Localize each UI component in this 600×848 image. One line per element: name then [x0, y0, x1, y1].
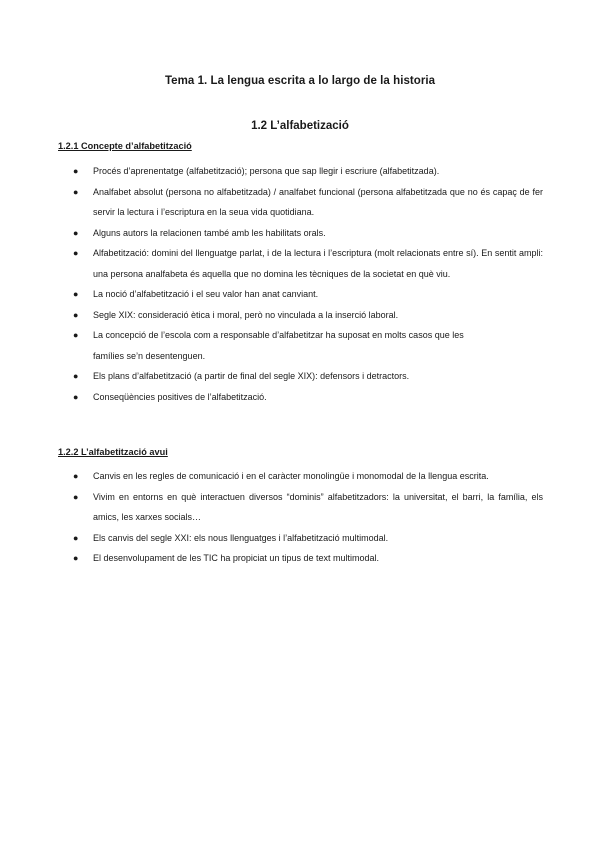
- list-item-text: Segle XIX: consideració ètica i moral, però no vinculada a la inserció laboral.: [93, 309, 399, 320]
- list-item-text: Procés d’aprenentatge (alfabetització); persona que sap llegir i escriure (alfabetitzada).: [93, 166, 440, 176]
- list-item: [0, 284, 543, 305]
- list-item: [0, 528, 543, 549]
- bullet-icon: ●: [73, 166, 79, 176]
- list-item: [0, 182, 543, 223]
- bullet-icon: ●: [73, 532, 79, 543]
- list-item: [0, 487, 543, 528]
- list-item-text: Conseqüències positives de l’alfabetització.: [93, 391, 267, 402]
- subsection-heading-concept: 1.2.1 Concepte d’alfabetització: [58, 141, 192, 151]
- list-item: [0, 466, 543, 487]
- bullet-icon: ●: [73, 491, 79, 502]
- bullet-icon: ●: [73, 391, 79, 402]
- list-item-text: Vivim en entorns en què interactuen diversos “dominis” alfabetitzadors: la universitat, el barri, la família, els amics, les xarxes socials…: [93, 491, 543, 522]
- list-item: [0, 325, 543, 346]
- bullet-icon: ●: [73, 248, 79, 258]
- list-item: [0, 366, 543, 387]
- list-item: [0, 548, 543, 569]
- bullet-icon: ●: [73, 371, 79, 381]
- list-item-text: Els canvis del segle XXI: els nous llenguatges i l’alfabetització multimodal.: [93, 532, 389, 543]
- bullet-icon: ●: [73, 289, 79, 299]
- list-item-text: Alfabetització: domini del llenguatge parlat, i de la lectura i l’escriptura (molt relacionats entre sí). En sentit ampli: una persona analfabeta és aquella que no domina les tècniques de la societat en què viu.: [93, 248, 543, 279]
- bullet-icon: ●: [73, 471, 79, 481]
- list-item-text: Canvis en les regles de comunicació i en el caràcter monolingüe i monomodal de la llengua escrita.: [93, 471, 489, 481]
- list-item: [0, 161, 543, 182]
- list-item: [0, 223, 543, 244]
- list-item-text: Els plans d’alfabetització (a partir de final del segle XIX): defensors i detractors.: [93, 371, 410, 381]
- list-item-text: La concepció de l’escola com a responsable d’alfabetitzar ha suposat en molts casos que les: [93, 330, 464, 340]
- bullet-icon: ●: [73, 309, 79, 320]
- today-bullet-list: [0, 466, 600, 569]
- subsection-heading-today: 1.2.2 L’alfabetització avui: [58, 447, 168, 457]
- page-title: Tema 1. La lengua escrita a lo largo de la historia: [164, 75, 436, 87]
- bullet-icon: ●: [73, 330, 79, 340]
- list-item: [0, 305, 543, 326]
- bullet-icon: ●: [73, 186, 79, 197]
- list-item-continuation: [0, 346, 543, 367]
- section-title: 1.2 L’alfabetizació: [251, 120, 349, 132]
- list-item-text: Alguns autors la relacionen també amb les habilitats orals.: [93, 227, 326, 238]
- list-item: [0, 387, 543, 408]
- list-item-text: La noció d’alfabetització i el seu valor han anat canviant.: [93, 289, 319, 299]
- concept-bullet-list: [0, 161, 600, 407]
- list-item-text: Analfabet absolut (persona no alfabetitzada) / analfabet funcional (persona alfabetitzada que no és capaç de fer servir la lectura i l’escriptura en la seua vida quotidiana.: [93, 186, 543, 217]
- list-item: [0, 243, 543, 284]
- list-item-text: famílies se’n desentenguen.: [93, 350, 206, 361]
- bullet-icon: ●: [73, 227, 79, 238]
- bullet-icon: ●: [73, 553, 79, 563]
- list-item-text: El desenvolupament de les TIC ha propiciat un tipus de text multimodal.: [93, 553, 379, 563]
